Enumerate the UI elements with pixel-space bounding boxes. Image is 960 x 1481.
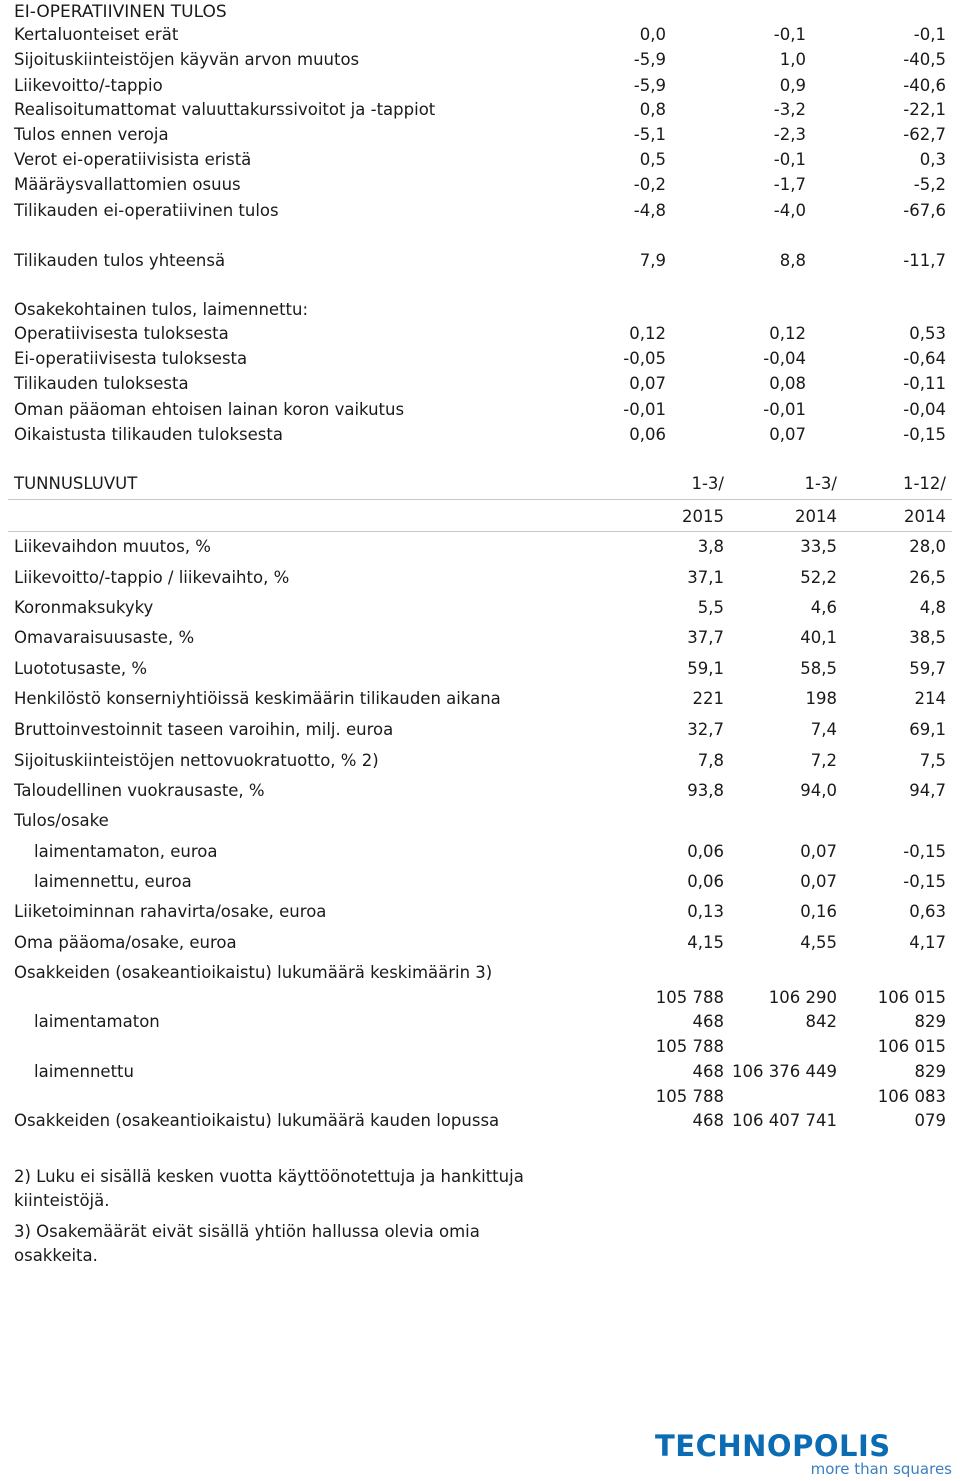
row-label: Tilikauden ei-operatiivinen tulos — [14, 201, 279, 220]
row-label: Määräysvallattomien osuus — [14, 175, 241, 194]
table-row — [0, 199, 960, 223]
row-label: Tilikauden tuloksesta — [14, 374, 189, 393]
section-title: EI-OPERATIIVINEN TULOS — [14, 2, 227, 22]
value-cell: 468 — [692, 1062, 724, 1081]
value-cell: -0,1 — [773, 25, 806, 44]
value-cell: 0,9 — [779, 76, 806, 95]
divider — [8, 531, 952, 532]
value-cell: 468 — [692, 1012, 724, 1031]
value-cell: 105 788 — [655, 1037, 724, 1056]
row-label: Omavaraisuusaste, % — [14, 628, 195, 647]
year-header: 2014 — [904, 507, 946, 526]
value-cell: -62,7 — [903, 125, 946, 144]
value-cell: 105 788 — [655, 988, 724, 1007]
table-row — [0, 779, 960, 803]
value-cell: 829 — [914, 1012, 946, 1031]
value-cell: -0,15 — [903, 842, 946, 861]
table-row — [0, 48, 960, 72]
value-cell: 0,12 — [769, 324, 806, 343]
value-cell: 58,5 — [800, 659, 837, 678]
value-cell: 0,8 — [639, 100, 666, 119]
value-cell: 93,8 — [687, 781, 724, 800]
value-cell: 079 — [914, 1111, 946, 1130]
year-header: 2015 — [682, 507, 724, 526]
value-cell: -5,9 — [633, 50, 666, 69]
table-row — [0, 1010, 960, 1034]
row-label: Liiketoiminnan rahavirta/osake, euroa — [14, 902, 327, 921]
row-label: Koronmaksukyky — [14, 598, 154, 617]
value-cell: 0,06 — [629, 425, 666, 444]
logo-tagline: more than squares — [810, 1460, 952, 1478]
value-cell: -0,05 — [623, 349, 666, 368]
technopolis-logo — [655, 1430, 955, 1480]
value-cell: -1,7 — [773, 175, 806, 194]
value-cell: 8,8 — [779, 251, 806, 270]
value-cell: -0,04 — [763, 349, 806, 368]
value-cell: 7,8 — [697, 751, 724, 770]
value-cell: -40,6 — [903, 76, 946, 95]
value-cell: 106 015 — [877, 988, 946, 1007]
table-row — [0, 347, 960, 371]
value-cell: 28,0 — [909, 537, 946, 556]
table-row — [0, 749, 960, 773]
row-label: Sijoituskiinteistöjen käyvän arvon muutos — [14, 50, 360, 69]
value-cell: 0,13 — [687, 902, 724, 921]
value-cell: -0,15 — [903, 872, 946, 891]
value-cell: 106 015 — [877, 1037, 946, 1056]
row-label: Oma pääoma/osake, euroa — [14, 933, 237, 952]
row-label: Oman pääoman ehtoisen lainan koron vaikutus — [14, 400, 405, 419]
eps-share-heading — [0, 809, 960, 833]
value-cell: 7,5 — [919, 751, 946, 770]
row-label: Bruttoinvestoinnit taseen varoihin, milj. euroa — [14, 720, 394, 739]
value-cell: 1,0 — [779, 50, 806, 69]
value-cell: -3,2 — [773, 100, 806, 119]
value-cell: -4,0 — [773, 201, 806, 220]
value-cell: 4,8 — [919, 598, 946, 617]
row-label: Tilikauden tulos yhteensä — [14, 251, 226, 270]
value-cell: 52,2 — [800, 568, 837, 587]
footnote: 3) Osakemäärät eivät sisällä yhtiön hallussa olevia omia osakkeita. — [14, 1222, 480, 1265]
eps-title: Osakekohtainen tulos, laimennettu: — [14, 300, 309, 319]
value-cell: -5,1 — [633, 125, 666, 144]
value-cell: -0,04 — [903, 400, 946, 419]
value-cell: 38,5 — [909, 628, 946, 647]
table-row — [0, 398, 960, 422]
row-label: Operatiivisesta tuloksesta — [14, 324, 229, 343]
value-cell: 94,7 — [909, 781, 946, 800]
row-label: laimennettu, euroa — [34, 872, 192, 891]
total-row — [0, 249, 960, 273]
value-cell: -4,8 — [633, 201, 666, 220]
row-label: Oikaistusta tilikauden tuloksesta — [14, 425, 283, 444]
value-cell: 26,5 — [909, 568, 946, 587]
value-cell: -40,5 — [903, 50, 946, 69]
table-row — [0, 535, 960, 559]
value-cell: 7,4 — [810, 720, 837, 739]
row-label: laimentamaton — [34, 1012, 160, 1031]
value-cell: 0,07 — [629, 374, 666, 393]
row-label: Verot ei-operatiivisista eristä — [14, 150, 252, 169]
row-label: laimentamaton, euroa — [34, 842, 218, 861]
value-cell: -11,7 — [903, 251, 946, 270]
table-row — [0, 1060, 960, 1084]
period-header: 1-3/ — [804, 474, 837, 493]
period-header: 1-12/ — [902, 474, 946, 493]
value-cell: 7,2 — [810, 751, 837, 770]
year-header: 2014 — [795, 507, 837, 526]
table-row — [0, 596, 960, 620]
value-cell: 0,3 — [919, 150, 946, 169]
row-label: Osakkeiden (osakeantioikaistu) lukumäärä kauden lopussa — [14, 1111, 500, 1130]
value-cell: 0,5 — [639, 150, 666, 169]
table-row — [0, 657, 960, 681]
value-cell: 842 — [805, 1012, 837, 1031]
value-cell: -67,6 — [903, 201, 946, 220]
value-cell: 0,53 — [909, 324, 946, 343]
value-cell: 32,7 — [687, 720, 724, 739]
eps-heading — [0, 298, 960, 322]
table-row-continued — [0, 1085, 960, 1109]
value-cell: 69,1 — [909, 720, 946, 739]
value-cell: 105 788 — [655, 1087, 724, 1106]
value-cell: 0,07 — [800, 842, 837, 861]
kpi-year-header — [0, 505, 960, 529]
value-cell: -2,3 — [773, 125, 806, 144]
kpi-title: TUNNUSLUVUT — [14, 474, 138, 493]
value-cell: 198 — [805, 689, 837, 708]
value-cell: 94,0 — [800, 781, 837, 800]
table-row — [0, 98, 960, 122]
row-label: Osakkeiden (osakeantioikaistu) lukumäärä keskimäärin 3) — [14, 963, 493, 982]
value-cell: -0,01 — [623, 400, 666, 419]
table-row — [0, 718, 960, 742]
value-cell: 3,8 — [697, 537, 724, 556]
value-cell: 0,06 — [687, 872, 724, 891]
value-cell: 0,08 — [769, 374, 806, 393]
table-row — [0, 566, 960, 590]
value-cell: -0,64 — [903, 349, 946, 368]
value-cell: 0,0 — [639, 25, 666, 44]
row-label: Liikevoitto/-tappio / liikevaihto, % — [14, 568, 290, 587]
value-cell: 0,07 — [800, 872, 837, 891]
value-cell: 4,17 — [909, 933, 946, 952]
value-cell: -0,15 — [903, 425, 946, 444]
table-row — [0, 23, 960, 47]
period-header: 1-3/ — [691, 474, 724, 493]
row-label: Liikevoitto/-tappio — [14, 76, 163, 95]
value-cell: 221 — [692, 689, 724, 708]
value-cell: 4,55 — [800, 933, 837, 952]
value-cell: 7,9 — [639, 251, 666, 270]
value-cell: 0,07 — [769, 425, 806, 444]
row-label: Henkilöstö konserniyhtiöissä keskimäärin tilikauden aikana — [14, 689, 501, 708]
value-cell: 33,5 — [800, 537, 837, 556]
divider — [8, 499, 952, 500]
value-cell: -5,9 — [633, 76, 666, 95]
row-label: Realisoitumattomat valuuttakurssivoitot ja -tappiot — [14, 100, 436, 119]
value-cell: 0,06 — [687, 842, 724, 861]
value-cell: 4,15 — [687, 933, 724, 952]
value-cell: 829 — [914, 1062, 946, 1081]
value-cell: 106 083 — [877, 1087, 946, 1106]
row-label: Tulos ennen veroja — [14, 125, 169, 144]
value-cell: 37,1 — [687, 568, 724, 587]
value-cell: -22,1 — [903, 100, 946, 119]
row-label: Ei-operatiivisesta tuloksesta — [14, 349, 248, 368]
table-row — [0, 322, 960, 346]
row-label: laimennettu — [34, 1062, 134, 1081]
table-row — [0, 423, 960, 447]
value-cell: -0,1 — [913, 25, 946, 44]
row-label: Tulos/osake — [14, 811, 109, 830]
table-row — [0, 74, 960, 98]
value-cell: 106 376 449 — [732, 1062, 837, 1081]
table-row-continued — [0, 1035, 960, 1059]
row-label: Sijoituskiinteistöjen nettovuokratuotto, % 2) — [14, 751, 379, 770]
value-cell: -0,11 — [903, 374, 946, 393]
table-row — [0, 870, 960, 894]
value-cell: 214 — [914, 689, 946, 708]
value-cell: 106 290 — [768, 988, 837, 1007]
row-label: Liikevaihdon muutos, % — [14, 537, 211, 556]
table-row — [0, 173, 960, 197]
value-cell: -5,2 — [913, 175, 946, 194]
table-row — [0, 840, 960, 864]
value-cell: 37,7 — [687, 628, 724, 647]
value-cell: 40,1 — [800, 628, 837, 647]
kpi-header — [0, 472, 960, 496]
row-label: Taloudellinen vuokrausaste, % — [14, 781, 265, 800]
value-cell: 4,6 — [810, 598, 837, 617]
row-label: Kertaluonteiset erät — [14, 25, 179, 44]
shares-heading — [0, 961, 960, 985]
value-cell: 59,1 — [687, 659, 724, 678]
table-row — [0, 900, 960, 924]
value-cell: 0,63 — [909, 902, 946, 921]
footnote: 2) Luku ei sisällä kesken vuotta käyttöönotettuja ja hankittuja kiinteistöjä. — [14, 1167, 524, 1210]
value-cell: 0,12 — [629, 324, 666, 343]
value-cell: 468 — [692, 1111, 724, 1130]
table-row — [0, 931, 960, 955]
value-cell: 59,7 — [909, 659, 946, 678]
table-row — [0, 372, 960, 396]
table-row — [0, 687, 960, 711]
table-row-continued — [0, 986, 960, 1010]
logo-wordmark: TECHNOPOLIS — [655, 1429, 891, 1463]
table-row — [0, 148, 960, 172]
value-cell: 5,5 — [697, 598, 724, 617]
value-cell: 0,16 — [800, 902, 837, 921]
value-cell: -0,2 — [633, 175, 666, 194]
row-label: Luototusaste, % — [14, 659, 148, 678]
table-row — [0, 1109, 960, 1133]
value-cell: -0,01 — [763, 400, 806, 419]
value-cell: 106 407 741 — [732, 1111, 837, 1130]
table-row — [0, 123, 960, 147]
table-row — [0, 626, 960, 650]
value-cell: -0,1 — [773, 150, 806, 169]
